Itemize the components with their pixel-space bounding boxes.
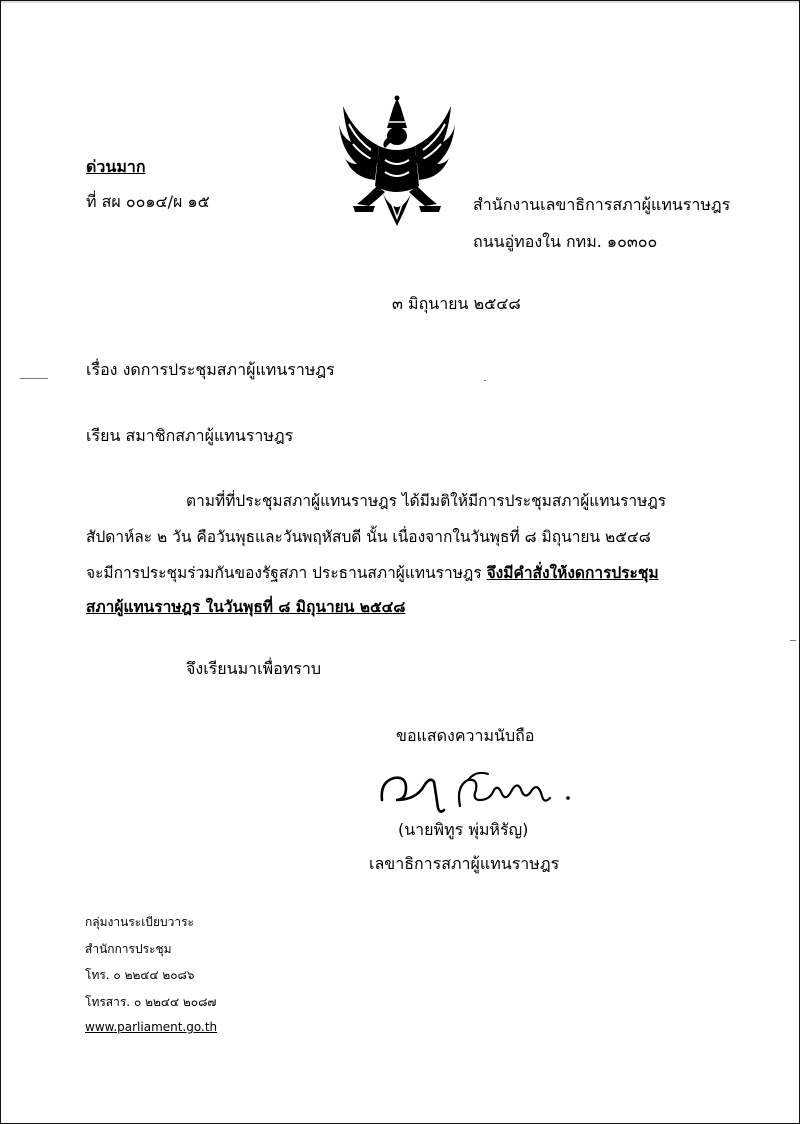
signature-icon	[372, 760, 592, 820]
office-name: สำนักงานเลขาธิการสภาผู้แทนราษฎร	[473, 195, 731, 214]
scan-speck	[484, 380, 486, 381]
scan-artifact	[0, 0, 800, 3]
office-address: ถนนอู่ทองใน กทม. ๑๐๓๐๐	[473, 232, 658, 251]
garuda-emblem-icon	[335, 94, 460, 234]
scan-speck	[790, 640, 796, 641]
body-line-4-emphasis: สภาผู้แทนราษฎร ในวันพุธที่ ๘ มิถุนายน ๒๕๔๘	[86, 598, 406, 616]
body-line-3-emphasis: จึงมีคำสั่งให้งดการประชุม	[486, 564, 659, 582]
signer-name: (นายพิทูร พุ่มหิรัญ)	[398, 820, 529, 839]
body-line-3	[86, 560, 659, 585]
closing-phrase: ขอแสดงความนับถือ	[396, 726, 535, 745]
signer-title: เลขาธิการสภาผู้แทนราษฎร	[369, 854, 560, 873]
footer-office: สำนักการประชุม	[85, 942, 172, 956]
reference-number: ที่ สผ ๐๐๑๔/ผ ๑๕	[86, 192, 210, 211]
footer-fax: โทรสาร. ๐ ๒๒๔๔ ๒๐๘๗	[85, 995, 217, 1009]
recipient-line: เรียน สมาชิกสภาผู้แทนราษฎร	[86, 426, 294, 445]
footer-phone: โทร. ๐ ๒๒๔๔ ๒๐๘๖	[85, 968, 195, 982]
body-line-1: ตามที่ที่ประชุมสภาผู้แทนราษฎร ได้มีมติให้มีการประชุมสภาผู้แทนราษฎร	[186, 492, 667, 510]
closing-request: จึงเรียนมาเพื่อทราบ	[186, 659, 321, 678]
footer-group: กลุ่มงานระเบียบวาระ	[85, 915, 194, 929]
body-line-3-plain: จะมีการประชุมร่วมกันของรัฐสภา ประธานสภาผู้แทนราษฎร	[86, 564, 482, 582]
subject-line: เรื่อง งดการประชุมสภาผู้แทนราษฎร	[86, 360, 335, 379]
urgency-label: ด่วนมาก	[86, 157, 146, 176]
letter-date: ๓ มิถุนายน ๒๕๔๘	[392, 294, 521, 313]
footer-website-link[interactable]: www.parliament.go.th	[85, 1020, 218, 1034]
body-line-2: สัปดาห์ละ ๒ วัน คือวันพุธและวันพฤหัสบดี นั้น เนื่องจากในวันพุธที่ ๘ มิถุนายน ๒๕๔๘	[86, 528, 651, 546]
scan-speck	[20, 378, 48, 379]
